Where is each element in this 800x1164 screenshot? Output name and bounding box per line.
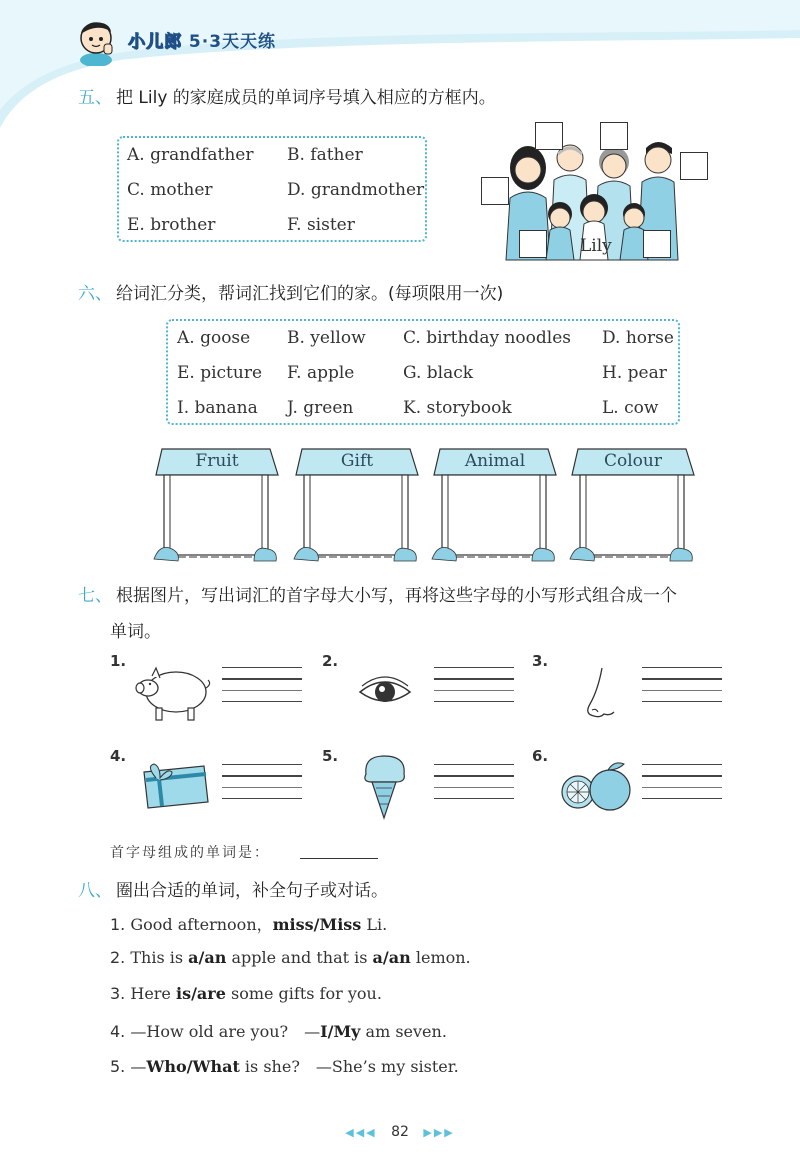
nose-icon [580,664,620,722]
choice-a-an-2[interactable]: a/an [372,948,411,967]
lily-label: Lily [580,236,612,256]
brand-title [128,27,276,52]
writing-lines-1[interactable] [222,667,302,712]
section-5-title: 五、 把 Lily 的家庭成员的单词序号填入相应的方框内。 [78,88,496,108]
option-f-apple: F. apple [287,363,355,383]
word-prompt: 首字母组成的单词是： [110,845,270,861]
choice-i-my[interactable]: I/My [320,1022,361,1041]
writing-lines-4[interactable] [222,764,302,809]
option-h-pear: H. pear [602,363,667,383]
section-6-title: 六、 给词汇分类，帮词汇找到它们的家。(每项限用一次) [78,284,504,304]
choice-miss[interactable]: miss/Miss [272,915,362,934]
item-2-number: 2. [322,652,339,670]
item-1-number: 1. [110,652,127,670]
word-answer-line[interactable] [300,858,378,859]
ice-cream-icon [360,752,410,822]
answer-box-1[interactable] [535,122,563,150]
option-a: A. grandfather [127,145,254,165]
option-l-cow: L. cow [602,398,659,418]
house-label-fruit: Fruit [195,451,239,471]
option-b: B. father [287,145,363,165]
brand-main: 小儿郎 [128,32,182,52]
page-number: 82 [391,1124,409,1140]
answer-box-6[interactable] [643,230,671,258]
mascot-boy-icon [74,14,124,66]
option-c-birthday-noodles: C. birthday noodles [403,328,571,348]
eye-icon [356,676,414,708]
writing-lines-3[interactable] [642,667,722,712]
option-d-horse: D. horse [602,328,674,348]
house-label-colour: Colour [604,451,662,471]
section-7-title-line2: 单词。 [110,622,161,642]
right-arrows-icon: ▶▶▶ [423,1126,455,1139]
section-8-title: 八、 圈出合适的单词，补全句子或对话。 [78,881,388,901]
option-b-yellow: B. yellow [287,328,366,348]
sentence-2: 2. This is a/an apple and that is a/an lemon. [110,948,471,967]
option-e-picture: E. picture [177,363,263,383]
gift-icon [138,762,210,810]
answer-box-5[interactable] [519,230,547,258]
option-a-goose: A. goose [177,328,251,348]
writing-lines-2[interactable] [434,667,514,712]
house-label-animal: Animal [464,451,526,471]
left-arrows-icon: ◀◀◀ [345,1126,377,1139]
choice-a-an-1[interactable]: a/an [188,948,227,967]
sentence-1: 1. Good afternoon，miss/Miss Li. [110,915,388,934]
option-c: C. mother [127,180,213,200]
house-label-gift: Gift [340,451,374,471]
pig-icon [132,660,214,724]
item-6-number: 6. [532,747,549,765]
sentence-3: 3. Here is/are some gifts for you. [110,984,382,1003]
option-i-banana: I. banana [177,398,258,418]
choice-is-are[interactable]: is/are [175,984,226,1003]
item-4-number: 4. [110,747,127,765]
choice-who-what[interactable]: Who/What [146,1057,240,1076]
answer-box-4[interactable] [481,177,509,205]
page-footer [0,1124,800,1140]
sentence-5: 5. —Who/What is she? —She’s my sister. [110,1057,459,1076]
answer-box-3[interactable] [680,152,708,180]
writing-lines-5[interactable] [434,764,514,809]
writing-lines-6[interactable] [642,764,722,809]
section-7-title: 七、 根据图片，写出词汇的首字母大小写，再将这些字母的小写形式组合成一个 [78,586,677,606]
option-e: E. brother [127,215,216,235]
item-3-number: 3. [532,652,549,670]
option-g-black: G. black [403,363,474,383]
option-k-storybook: K. storybook [403,398,512,418]
sentence-4: 4. —How old are you? —I/My am seven. [110,1022,447,1041]
option-j-green: J. green [287,398,354,418]
option-d: D. grandmother [287,180,425,200]
option-f: F. sister [287,215,355,235]
item-5-number: 5. [322,747,339,765]
answer-box-2[interactable] [600,122,628,150]
brand-sub: 5·3天天练 [188,32,277,52]
orange-icon [558,758,634,814]
